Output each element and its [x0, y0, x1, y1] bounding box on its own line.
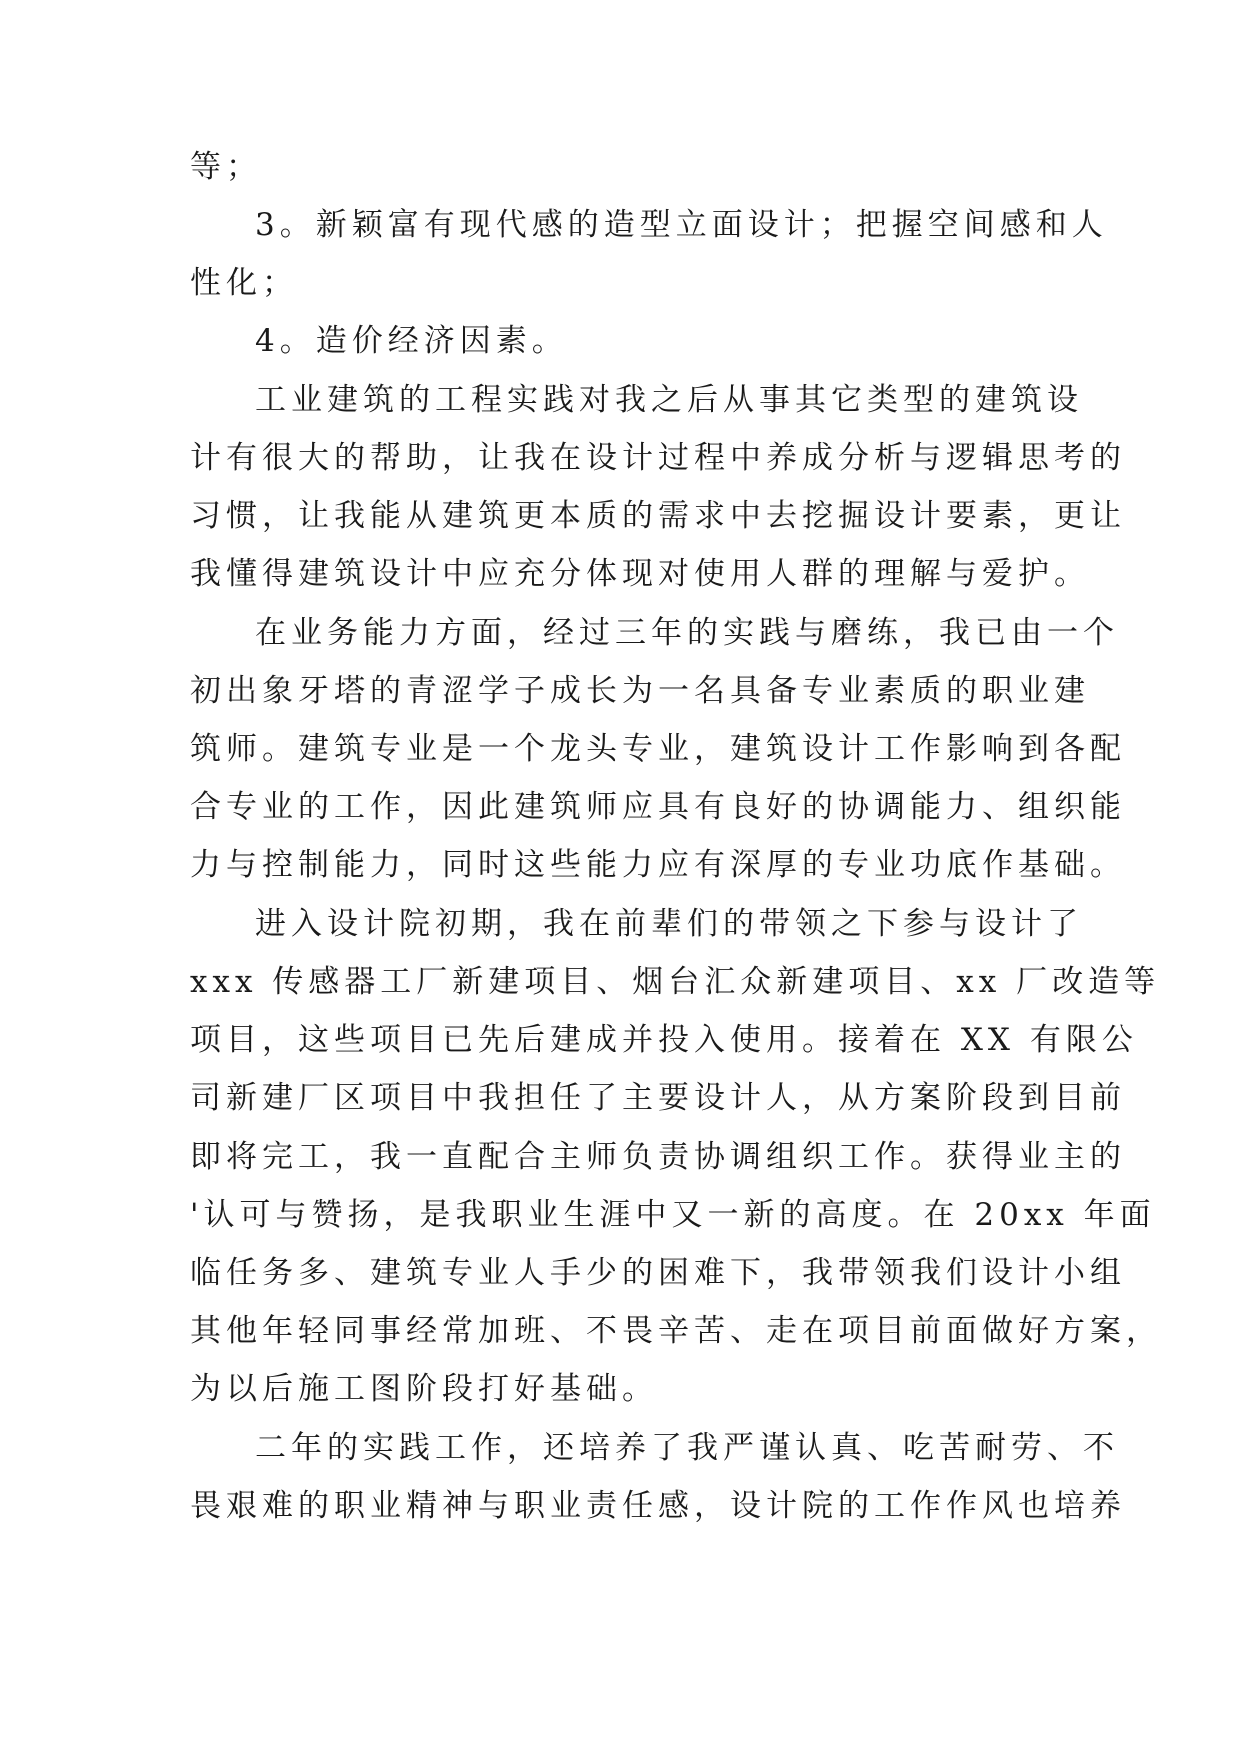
text-line: 司新建厂区项目中我担任了主要设计人，从方案阶段到目前 — [190, 1080, 1126, 1116]
text-line: 4。造价经济因素。 — [255, 323, 568, 359]
text-line: '认可与赞扬，是我职业生涯中又一新的高度。在 20xx 年面 — [190, 1197, 1156, 1233]
text-line: 筑师。建筑专业是一个龙头专业，建筑设计工作影响到各配 — [190, 731, 1126, 767]
text-line: 即将完工，我一直配合主师负责协调组织工作。获得业主的 — [190, 1139, 1126, 1175]
text-line: 其他年轻同事经常加班、不畏辛苦、走在项目前面做好方案， — [190, 1313, 1162, 1349]
text-line: 习惯，让我能从建筑更本质的需求中去挖掘设计要素，更让 — [190, 498, 1126, 534]
text-line: 为以后施工图阶段打好基础。 — [190, 1371, 658, 1407]
text-line: 性化； — [190, 265, 298, 301]
text-line: 临任务多、建筑专业人手少的困难下，我带领我们设计小组 — [190, 1255, 1126, 1291]
text-line: 初出象牙塔的青涩学子成长为一名具备专业素质的职业建 — [190, 673, 1090, 709]
text-line: 畏艰难的职业精神与职业责任感，设计院的工作作风也培养 — [190, 1488, 1126, 1524]
text-line: 工业建筑的工程实践对我之后从事其它类型的建筑设 — [255, 382, 1083, 418]
text-line: 我懂得建筑设计中应充分体现对使用人群的理解与爱护。 — [190, 556, 1090, 592]
text-line: 二年的实践工作，还培养了我严谨认真、吃苦耐劳、不 — [255, 1430, 1119, 1466]
text-line: 项目，这些项目已先后建成并投入使用。接着在 XX 有限公 — [190, 1022, 1138, 1058]
text-line: 进入设计院初期，我在前辈们的带领之下参与设计了 — [255, 906, 1083, 942]
text-line: 等； — [190, 149, 262, 185]
text-line: xxx 传感器工厂新建项目、烟台汇众新建项目、xx 厂改造等 — [190, 964, 1161, 1000]
text-line: 在业务能力方面，经过三年的实践与磨练，我已由一个 — [255, 615, 1119, 651]
text-line: 3。新颖富有现代感的造型立面设计；把握空间感和人 — [255, 207, 1108, 243]
text-line: 计有很大的帮助，让我在设计过程中养成分析与逻辑思考的 — [190, 440, 1126, 476]
text-line: 力与控制能力，同时这些能力应有深厚的专业功底作基础。 — [190, 847, 1126, 883]
text-line: 合专业的工作，因此建筑师应具有良好的协调能力、组织能 — [190, 789, 1126, 825]
